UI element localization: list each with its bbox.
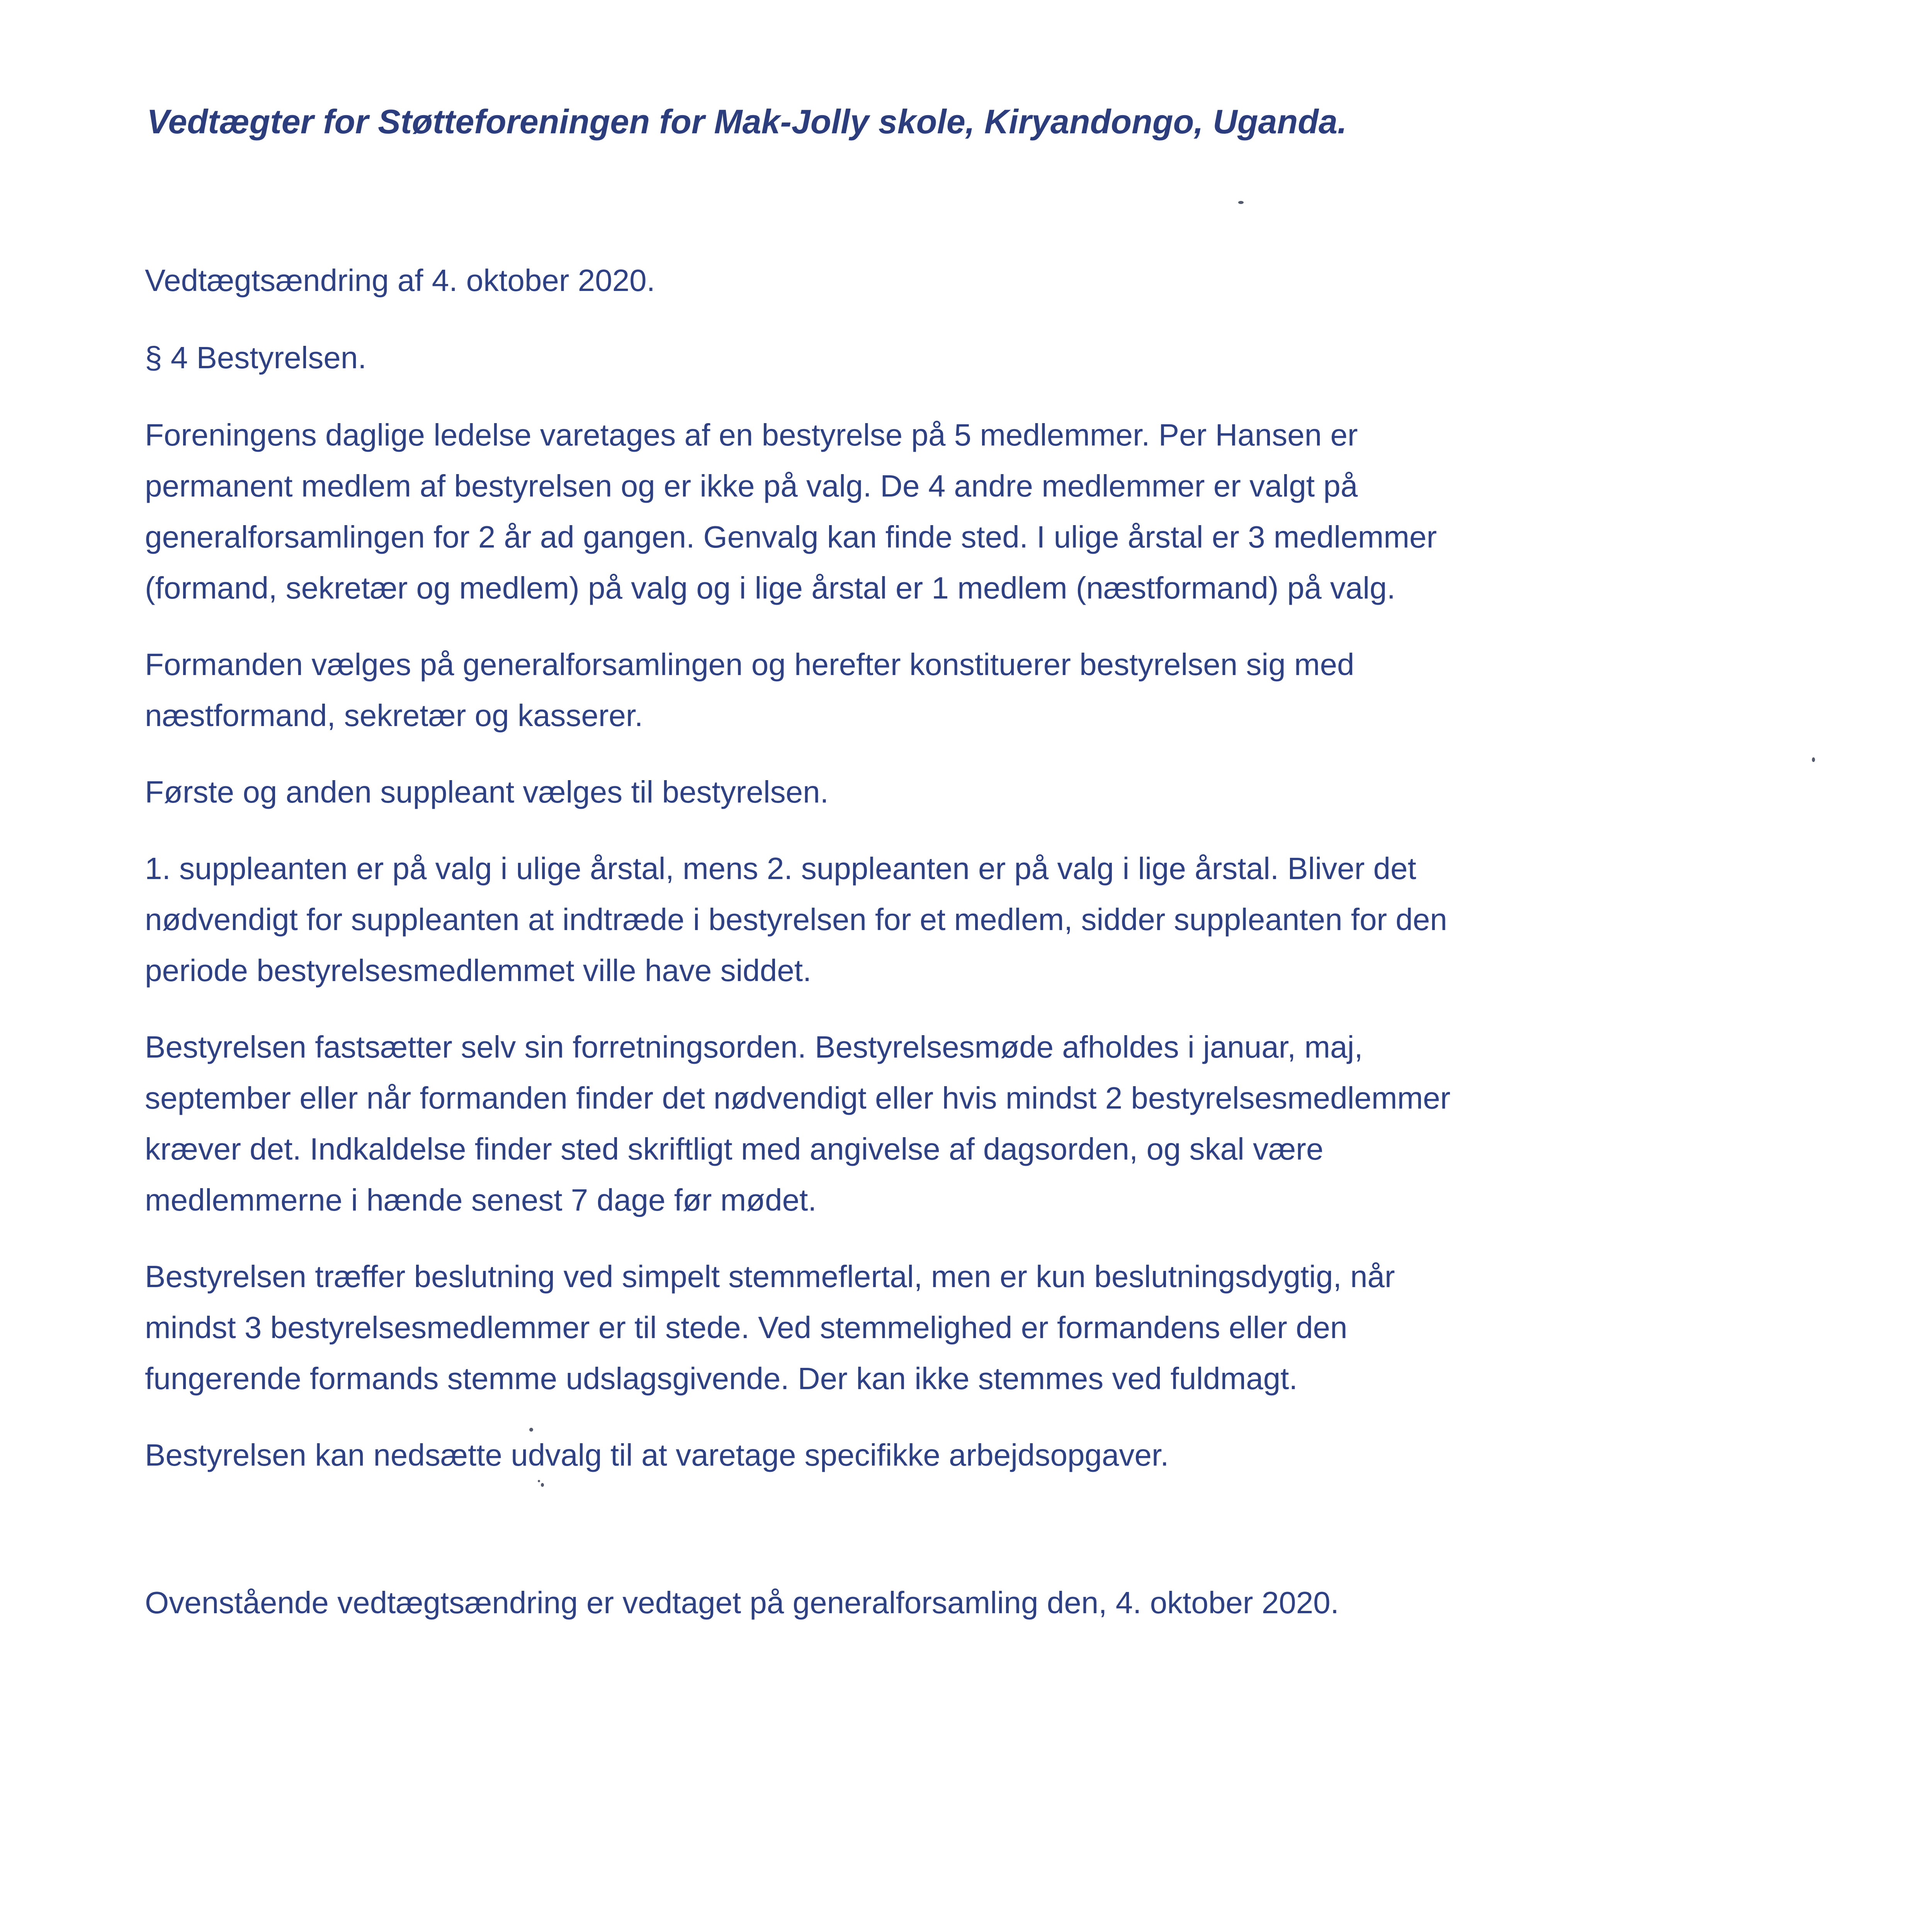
paragraph-7 [145,1430,1729,1481]
paragraph-2 [145,639,1729,741]
paragraph-line: mindst 3 bestyrelsesmedlemmer er til stede. Ved stemmelighed er formandens eller den [145,1310,1348,1345]
document-body [145,255,1729,1628]
scan-speck [529,1428,533,1432]
paragraph-3 [145,767,1729,818]
paragraph-6 [145,1251,1729,1404]
paragraph-line: medlemmerne i hænde senest 7 dage før mødet. [145,1183,817,1217]
paragraph-line: (formand, sekretær og medlem) på valg og i lige årstal er 1 medlem (næstformand) på valg. [145,571,1395,605]
scan-speck [1238,201,1244,204]
paragraph-line: Formanden vælges på generalforsamlingen og herefter konstituerer bestyrelsen sig med [145,647,1354,682]
paragraph-line: Bestyrelsen fastsætter selv sin forretningsorden. Bestyrelsesmøde afholdes i januar, maj, [145,1030,1363,1064]
paragraph-line: Første og anden suppleant vælges til bestyrelsen. [145,775,829,809]
paragraph-line: fungerende formands stemme udslagsgivende. Der kan ikke stemmes ved fuldmagt. [145,1361,1298,1396]
paragraph-line: 1. suppleanten er på valg i ulige årstal, mens 2. suppleanten er på valg i lige årstal. Bliver det [145,851,1416,886]
paragraph-line: nødvendigt for suppleanten at indtræde i bestyrelsen for et medlem, sidder suppleanten for den [145,902,1447,937]
paragraph-line: kræver det. Indkaldelse finder sted skriftligt med angivelse af dagsorden, og skal være [145,1132,1324,1166]
paragraph-line: Bestyrelsen træffer beslutning ved simpelt stemmeflertal, men er kun beslutningsdygtig, når [145,1259,1395,1294]
paragraph-4 [145,843,1729,996]
paragraph-line: september eller når formanden finder det nødvendigt eller hvis mindst 2 bestyrelsesmedlemmer [145,1081,1451,1115]
paragraph-line: periode bestyrelsesmedlemmet ville have siddet. [145,953,812,988]
paragraph-line: Bestyrelsen kan nedsætte udvalg til at varetage specifikke arbejdsopgaver. [145,1438,1169,1472]
paragraph-line: permanent medlem af bestyrelsen og er ikke på valg. De 4 andre medlemmer er valgt på [145,469,1358,503]
paragraph-line: generalforsamlingen for 2 år ad gangen. Genvalg kan finde sted. I ulige årstal er 3 medlemmer [145,520,1437,554]
document-title: Vedtægter for Støtteforeningen for Mak-Jolly skole, Kiryandongo, Uganda. [147,102,1347,141]
section-heading: § 4 Bestyrelsen. [145,340,367,375]
scan-speck [1812,757,1815,762]
paragraph-1 [145,410,1729,614]
scan-speck [538,1480,540,1482]
scan-speck [541,1483,544,1487]
closing-statement: Ovenstående vedtægtsændring er vedtaget på generalforsamling den, 4. oktober 2020. [145,1585,1339,1620]
amendment-line: Vedtægtsændring af 4. oktober 2020. [145,263,655,298]
paragraph-5 [145,1022,1729,1226]
paragraph-line: Foreningens daglige ledelse varetages af en bestyrelse på 5 medlemmer. Per Hansen er [145,418,1358,452]
paragraph-line: næstformand, sekretær og kasserer. [145,698,643,733]
